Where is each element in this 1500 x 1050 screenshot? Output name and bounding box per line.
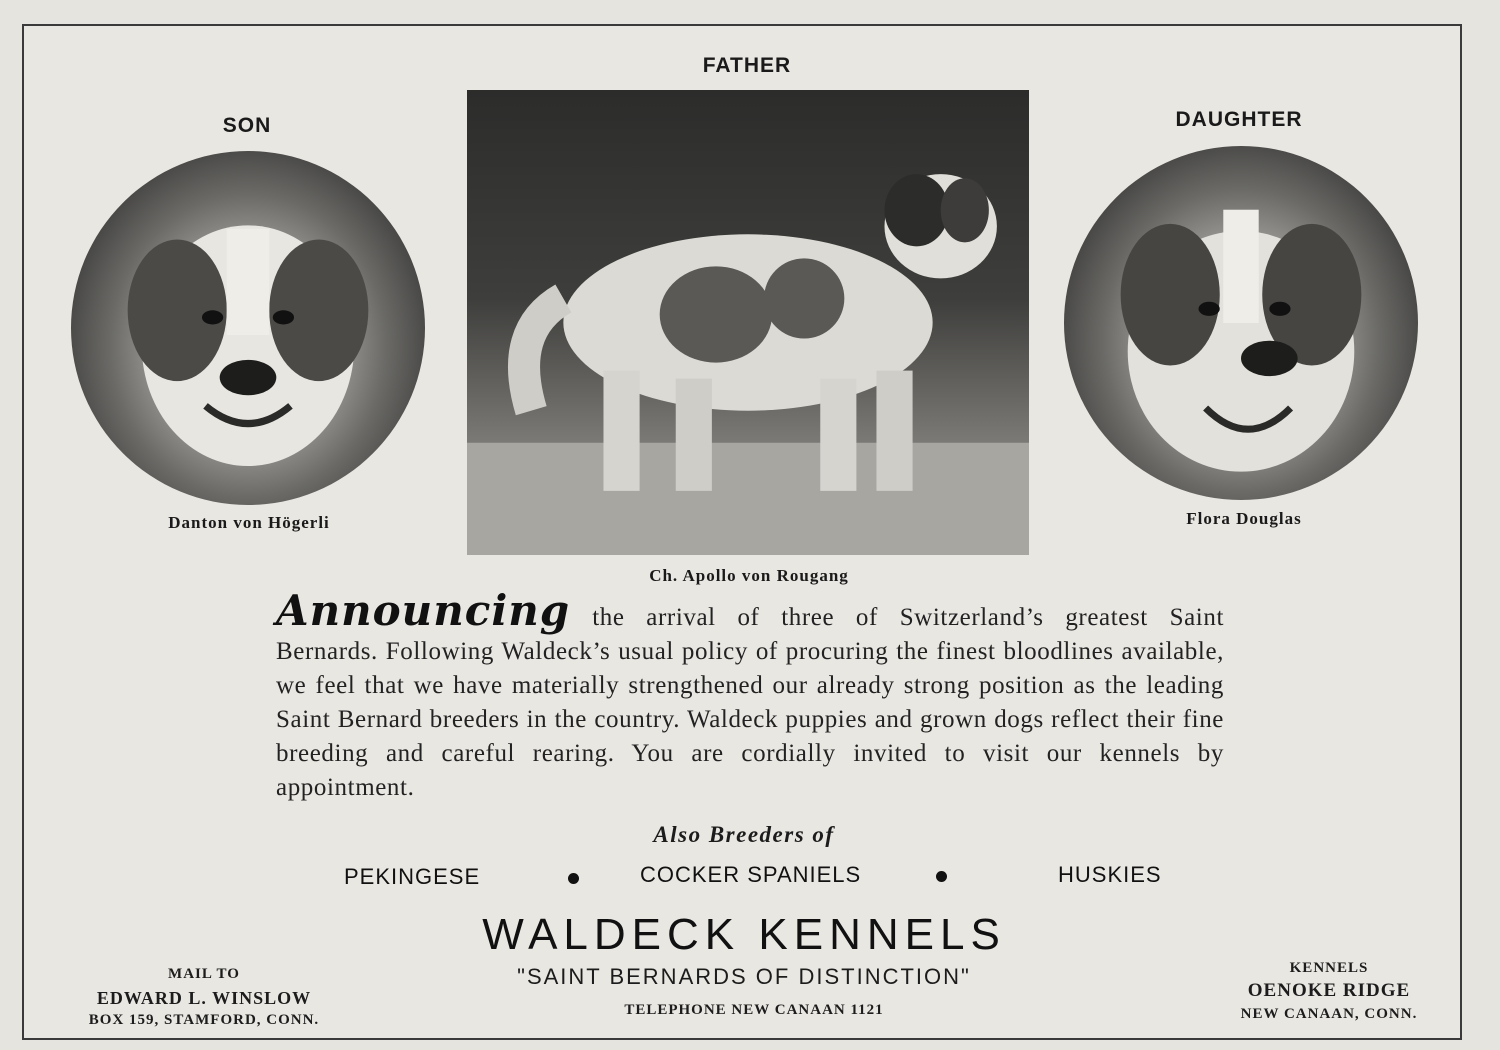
kennels-label: KENNELS: [1289, 960, 1369, 976]
kennel-slogan: "SAINT BERNARDS OF DISTINCTION": [517, 964, 971, 989]
bullet-separator: [568, 873, 579, 884]
father-heading: FATHER: [702, 54, 792, 77]
mail-name: EDWARD L. WINSLOW: [96, 988, 312, 1008]
kennels-town: NEW CANAAN, CONN.: [1240, 1006, 1418, 1022]
advertisement-page: [22, 24, 1462, 1040]
breed-pekingese: PEKINGESE: [344, 864, 481, 889]
father-caption: Ch. Apollo von Rougang: [649, 566, 849, 585]
daughter-photo: [1064, 146, 1418, 500]
daughter-caption: Flora Douglas: [1186, 509, 1302, 528]
kennels-place: OENOKE RIDGE: [1247, 980, 1411, 1001]
kennel-telephone: TELEPHONE NEW CANAAN 1121: [624, 1002, 884, 1018]
kennel-name: WALDECK KENNELS: [482, 910, 1006, 959]
mail-to-label: MAIL TO: [168, 966, 240, 982]
breed-cocker-spaniels: COCKER SPANIELS: [640, 862, 862, 887]
saint-bernard-head-icon: [71, 151, 425, 505]
son-heading: SON: [222, 114, 272, 137]
announcement-paragraph: [276, 586, 1224, 805]
daughter-heading: DAUGHTER: [1175, 108, 1303, 131]
son-caption: Danton von Högerli: [168, 513, 330, 532]
father-photo: [467, 90, 1029, 555]
mail-address: BOX 159, STAMFORD, CONN.: [88, 1012, 320, 1028]
also-breeders-heading: Also Breeders of: [653, 822, 835, 847]
son-photo: [71, 151, 425, 505]
bullet-separator: [936, 871, 947, 882]
announcement-body: the arrival of three of Switzerland’s greatest Saint Bernards. Following Waldeck’s usual policy of procuring the finest bloodlines available, we feel that we have materially strengthened our already strong position as the leading Saint Bernard breeders in the country. Waldeck puppies and grown dogs reflect their fine breeding and careful rearing. You are cordially invited to visit our kennels by appointment.: [276, 604, 1224, 801]
saint-bernard-standing-icon: [467, 90, 1029, 555]
breed-huskies: HUSKIES: [1058, 862, 1162, 887]
saint-bernard-head-icon: [1064, 146, 1418, 500]
announcing-lead: Announcing: [276, 586, 571, 635]
